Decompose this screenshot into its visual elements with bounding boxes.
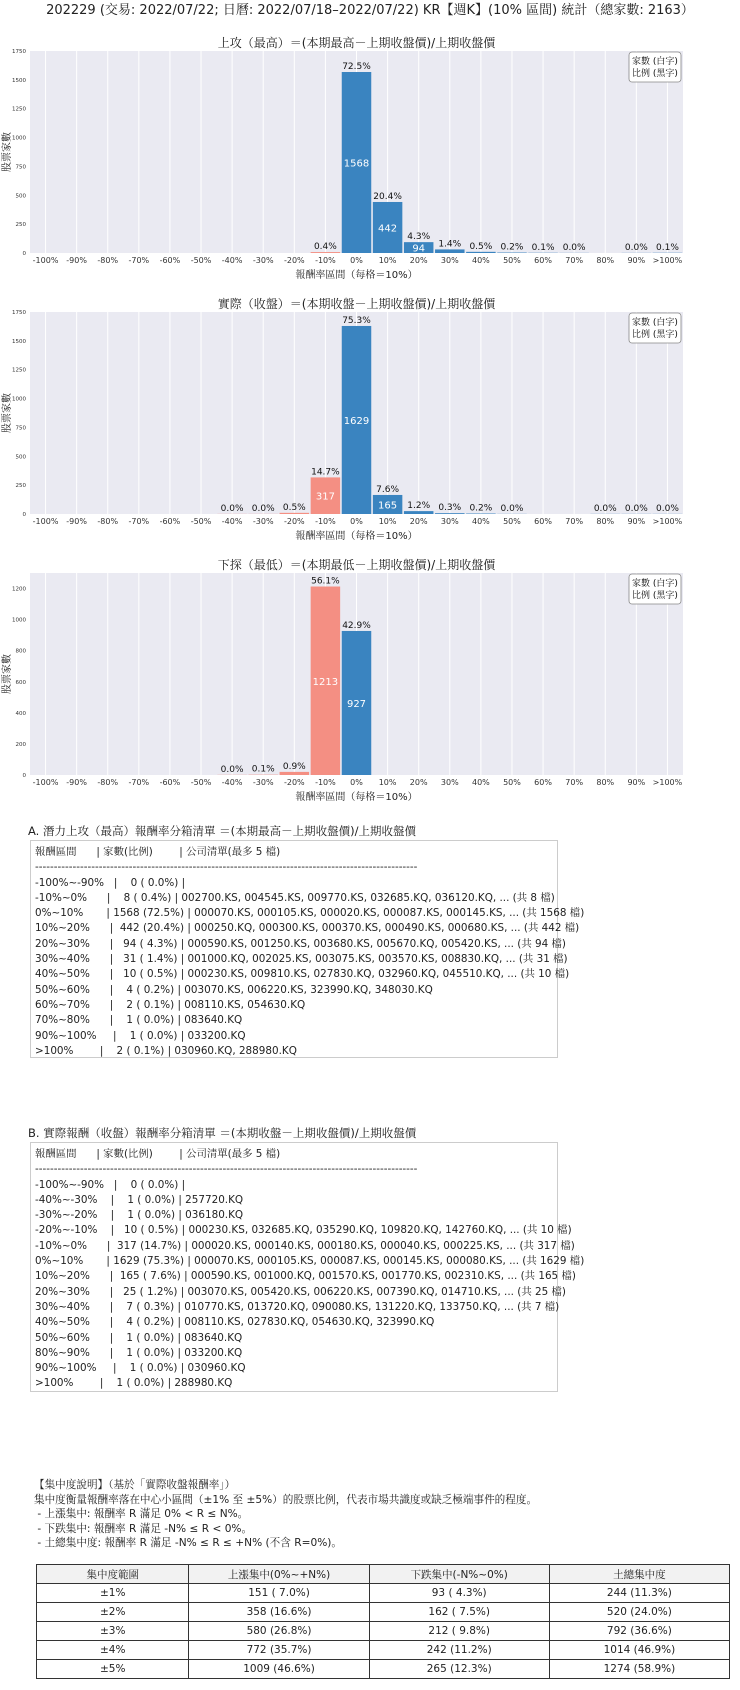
section-a-row: 10%~20% | 442 (20.4%) | 000250.KQ, 000300.KS, 000370.KS, 000490.KS, 000680.KS, ... (共 442 檔) [35,922,580,935]
legend-entry: 比例 (黑字) [632,330,678,340]
count-label: 927 [346,698,367,710]
section-a-row: 30%~40% | 31 ( 1.4%) | 001000.KQ, 002025.KS, 003075.KS, 003570.KS, 008830.KQ, ... (共 31 檔) [35,953,568,966]
table-cell: 162 ( 7.5%) [369,1603,549,1622]
pct-label: 0.0% [562,242,586,253]
table-cell: 1014 (46.9%) [549,1641,729,1660]
section-a-rows [35,876,585,1060]
x-tick-label: 60% [534,517,552,526]
section-a-row: 70%~80% | 1 ( 0.0%) | 083640.KQ [35,1014,243,1027]
chart-title: 下探（最低）＝(本期最低－上期收盤價)/上期收盤價 [217,558,496,572]
x-tick-label: 80% [596,517,615,526]
chart-title: 實際（收盤）＝(本期收盤－上期收盤價)/上期收盤價 [217,297,496,311]
x-tick-label: 90% [627,778,646,787]
pct-label: 0.2% [500,242,524,253]
x-tick-label: -70% [128,517,150,526]
section-b-row: 40%~50% | 4 ( 0.2%) | 008110.KS, 027830.KQ, 054630.KQ, 323990.KQ [35,1316,435,1329]
pct-label: 4.3% [407,232,431,243]
col-header: 上漲集中(0%~+N%) [189,1565,369,1584]
x-tick-label: 50% [503,256,521,265]
table-cell: 244 (11.3%) [549,1584,729,1603]
x-tick-label: -60% [159,517,181,526]
section-b-row: 90%~100% | 1 ( 0.0%) | 030960.KQ [35,1362,246,1375]
pct-label: 0.0% [624,503,648,514]
x-tick-label: -30% [252,778,274,787]
chart-high-svg [0,34,740,296]
section-b-row: >100% | 1 ( 0.0%) | 288980.KQ [35,1377,233,1390]
pct-label: 0.0% [656,503,679,514]
table-row [37,1603,730,1622]
explain-line: 集中度衡量報酬率落在中心小區間（±1% 至 ±5%）的股票比例，代表市場共識度或缺乏極端事件的程度。 [34,1493,538,1506]
y-tick-label: 500 [15,193,26,200]
x-tick-label: -100% [32,517,59,526]
bar [435,249,464,253]
x-tick-label: 30% [440,256,459,265]
x-tick-label: 10% [378,778,397,787]
explain-line: - 土總集中度: 報酬率 R 滿足 -N% ≤ R ≤ +N% (不含 R=0%)。 [34,1537,342,1550]
table-cell: 580 (26.8%) [189,1622,369,1641]
x-axis-label: 報酬率區間（每格＝10%） [295,531,418,542]
x-tick-label: -20% [283,256,305,265]
x-tick-label: 80% [596,256,615,265]
x-tick-label: 40% [471,517,490,526]
section-b-row: 0%~10% | 1629 (75.3%) | 000070.KS, 000105.KS, 000087.KS, 000145.KS, 000080.KS, ... (共 1629 檔) [35,1255,585,1268]
concentration-explanation [34,1478,537,1551]
pct-label: 0.1% [656,242,679,253]
y-tick-label: 1750 [12,310,26,316]
section-b-row: 30%~40% | 7 ( 0.3%) | 010770.KS, 013720.KQ, 090080.KS, 131220.KQ, 133750.KQ, ... (共 7 檔) [35,1300,560,1313]
table-cell: ±1% [37,1584,189,1603]
x-tick-label: 20% [409,778,428,787]
x-tick-label: -90% [66,256,87,265]
table-cell: 265 (12.3%) [369,1660,549,1679]
section-b-row: -30%~-20% | 1 ( 0.0%) | 036180.KQ [35,1209,244,1222]
x-tick-label: 90% [627,256,646,265]
section-b-row: 20%~30% | 25 ( 1.2%) | 003070.KS, 005420.KS, 006220.KS, 007390.KQ, 014710.KS, ... (共 25 檔) [35,1285,566,1298]
section-b-row: -20%~-10% | 10 ( 0.5%) | 000230.KS, 032685.KQ, 035290.KQ, 109820.KQ, 142760.KQ, ... (共 10 檔) [35,1224,572,1237]
x-tick-label: -20% [283,517,305,526]
x-tick-label: 0% [350,517,363,526]
y-tick-label: 500 [15,454,26,461]
x-tick-label: 70% [565,517,584,526]
x-tick-label: -80% [97,778,119,787]
x-tick-label: -40% [221,778,243,787]
x-tick-label: >100% [652,256,683,265]
table-cell: 358 (16.6%) [189,1603,369,1622]
pct-label: 7.6% [376,484,400,495]
section-a-row: 50%~60% | 4 ( 0.2%) | 003070.KS, 006220.KS, 323990.KQ, 348030.KQ [35,983,433,996]
count-label: 1213 [312,676,339,688]
pct-label: 0.0% [251,503,275,514]
x-tick-label: 0% [350,256,363,265]
x-tick-label: 10% [378,517,397,526]
section-b-row: -10%~0% | 317 (14.7%) | 000020.KS, 000140.KS, 000180.KS, 000040.KS, 000225.KS, ... (共 317 檔) [35,1239,575,1252]
explain-line: - 下跌集中: 報酬率 R 滿足 -N% ≤ R < 0%。 [34,1522,253,1535]
section-a-header: 報酬區間 | 家數(比例) | 公司清單(最多 5 檔) [35,846,281,858]
x-tick-label: 50% [503,517,521,526]
section-b-row: 80%~90% | 1 ( 0.0%) | 033200.KQ [35,1346,243,1359]
x-tick-label: -30% [252,256,274,265]
section-a-row: 20%~30% | 94 ( 4.3%) | 000590.KS, 001250.KS, 003680.KS, 005670.KQ, 005420.KS, ... (共 94 檔) [35,937,566,950]
col-header: 集中度範圍 [37,1565,189,1584]
y-axis-label: 股票家數 [2,132,13,172]
chart-high [0,34,740,296]
x-tick-label: -50% [190,778,212,787]
col-header: 土總集中度 [549,1565,729,1584]
x-tick-label: 50% [503,778,521,787]
chart-title: 上攻（最高）＝(本期最高－上期收盤價)/上期收盤價 [217,36,496,50]
x-tick-label: 70% [565,778,584,787]
x-tick-label: 20% [409,517,428,526]
pct-label: 0.2% [469,503,493,514]
y-axis-label: 股票家數 [2,393,13,433]
chart-close [0,295,740,557]
concentration-body [37,1584,730,1679]
table-cell: 792 (36.6%) [549,1622,729,1641]
table-cell: 772 (35.7%) [189,1641,369,1660]
pct-label: 56.1% [311,576,340,587]
y-tick-label: 0 [22,251,26,257]
y-axis-label: 股票家數 [2,654,13,694]
pct-label: 0.0% [220,503,244,514]
pct-label: 42.9% [342,620,371,631]
y-tick-label: 1000 [12,135,26,142]
x-tick-label: -20% [283,778,305,787]
section-a-row: 90%~100% | 1 ( 0.0%) | 033200.KQ [35,1029,246,1042]
x-tick-label: 70% [565,256,584,265]
x-tick-label: -40% [221,256,243,265]
y-tick-label: 250 [15,222,26,229]
bar [466,252,495,253]
pct-label: 0.4% [313,242,337,253]
x-tick-label: 10% [378,256,397,265]
legend-entry: 比例 (黑字) [632,591,678,601]
section-a-list [30,840,585,1058]
y-tick-label: 1750 [12,49,26,55]
chart-low [0,556,740,818]
page-title: 202229 (交易: 2022/07/22; 日曆: 2022/07/18–2022/07/22) KR【週K】(10% 區間) 統計（總家數: 2163） [46,3,694,18]
x-tick-label: 30% [440,517,459,526]
y-tick-label: 250 [15,483,26,490]
concentration-table [36,1564,730,1679]
explain-line: 【集中度說明】（基於「實際收盤報酬率」） [34,1479,236,1491]
pct-label: 14.7% [311,467,340,478]
table-row [37,1622,730,1641]
y-tick-label: 1500 [12,77,26,84]
legend-entry: 比例 (黑字) [632,69,678,79]
x-tick-label: -30% [252,517,274,526]
pct-label: 0.9% [282,761,306,772]
table-row [37,1660,730,1679]
count-label: 94 [412,243,426,255]
bar [280,513,309,514]
x-tick-label: 80% [596,778,615,787]
section-a-row: 0%~10% | 1568 (72.5%) | 000070.KS, 000105.KS, 000020.KS, 000087.KS, 000145.KS, ... (共 1568 檔) [35,907,585,920]
table-cell: 93 ( 4.3%) [369,1584,549,1603]
pct-label: 0.0% [593,503,617,514]
y-tick-label: 750 [15,164,26,171]
x-tick-label: -90% [66,778,87,787]
x-tick-label: -80% [97,256,119,265]
section-a-row: >100% | 2 ( 0.1%) | 030960.KQ, 288980.KQ [35,1044,297,1057]
chart-low-svg [0,556,740,818]
x-tick-label: -50% [190,517,212,526]
x-tick-label: 60% [534,778,552,787]
x-tick-label: 40% [471,256,490,265]
y-tick-label: 1250 [12,106,26,113]
section-b-row: -100%~-90% | 0 ( 0.0%) | [35,1178,186,1191]
section-a-title: A. 潛力上攻（最高）報酬率分箱清單 ＝(本期最高－上期收盤價)/上期收盤價 [28,824,416,838]
y-tick-label: 0 [22,773,26,779]
x-tick-label: 20% [409,256,428,265]
y-tick-label: 1200 [12,586,26,593]
section-a-row: -100%~-90% | 0 ( 0.0%) | [35,876,186,889]
x-tick-label: -70% [128,256,150,265]
x-axis-label: 報酬率區間（每格＝10%） [295,270,418,281]
x-tick-label: 0% [350,778,363,787]
x-tick-label: -90% [66,517,87,526]
table-cell: ±5% [37,1660,189,1679]
x-tick-label: 90% [627,517,646,526]
section-a-separator: ------------------------------------------------------------------------------------------------------ [35,861,418,874]
x-tick-label: -60% [159,778,181,787]
pct-label: 0.0% [500,503,524,514]
x-tick-label: -100% [32,256,59,265]
section-b-title: B. 實際報酬（收盤）報酬率分箱清單 ＝(本期收盤－上期收盤價)/上期收盤價 [28,1126,417,1140]
table-cell: ±4% [37,1641,189,1660]
pct-label: 1.4% [438,239,462,250]
x-tick-label: -10% [315,778,336,787]
section-b-header: 報酬區間 | 家數(比例) | 公司清單(最多 5 檔) [35,1148,281,1160]
table-cell: 242 (11.2%) [369,1641,549,1660]
section-a-row: 40%~50% | 10 ( 0.5%) | 000230.KS, 009810.KS, 027830.KQ, 032960.KQ, 045510.KQ, ... (共 10 檔) [35,968,570,981]
count-label: 1629 [343,415,370,427]
table-cell: 520 (24.0%) [549,1603,729,1622]
count-label: 165 [378,500,398,512]
explain-line: - 上漲集中: 報酬率 R 滿足 0% < R ≤ N%。 [34,1508,249,1521]
x-tick-label: 30% [440,778,459,787]
table-header-row [37,1565,730,1584]
x-tick-label: 40% [471,778,490,787]
y-tick-label: 1000 [12,617,26,624]
y-tick-label: 1500 [12,338,26,345]
section-b-row: -40%~-30% | 1 ( 0.0%) | 257720.KQ [35,1193,244,1206]
legend-entry: 家數 (白字) [632,57,678,67]
y-tick-label: 800 [15,648,26,655]
y-tick-label: 600 [15,679,26,686]
x-tick-label: -60% [159,256,181,265]
x-axis-label: 報酬率區間（每格＝10%） [295,792,418,803]
x-tick-label: 60% [534,256,552,265]
y-tick-label: 200 [15,741,26,748]
x-tick-label: -100% [32,778,59,787]
x-tick-label: -70% [128,778,150,787]
table-cell: 1009 (46.6%) [189,1660,369,1679]
pct-label: 0.1% [251,764,275,775]
legend-entry: 家數 (白字) [632,318,678,328]
section-a-row: -10%~0% | 8 ( 0.4%) | 002700.KS, 004545.KS, 009770.KS, 032685.KQ, 036120.KQ, ... (共 8 檔) [35,891,555,904]
pct-label: 0.5% [469,241,493,252]
legend-entry: 家數 (白字) [632,579,678,589]
count-label: 442 [378,223,398,235]
y-tick-label: 1250 [12,367,26,374]
table-cell: 1274 (58.9%) [549,1660,729,1679]
pct-label: 0.0% [220,764,244,775]
y-tick-label: 0 [22,512,26,518]
section-b-separator: ------------------------------------------------------------------------------------------------------ [35,1163,418,1176]
chart-close-svg [0,295,740,557]
pct-label: 0.5% [282,502,306,513]
x-tick-label: >100% [652,778,683,787]
table-cell: 151 ( 7.0%) [189,1584,369,1603]
pct-label: 20.4% [373,191,402,202]
count-label: 317 [315,491,335,503]
y-tick-label: 1000 [12,396,26,403]
section-b-row: 50%~60% | 1 ( 0.0%) | 083640.KQ [35,1331,243,1344]
pct-label: 75.3% [342,315,371,326]
table-cell: 212 ( 9.8%) [369,1622,549,1641]
x-tick-label: >100% [652,517,683,526]
x-tick-label: -10% [315,517,336,526]
bar [311,252,340,253]
pct-label: 0.1% [531,242,555,253]
pct-label: 0.3% [438,503,462,514]
section-b-row: 10%~20% | 165 ( 7.6%) | 000590.KS, 001000.KQ, 001570.KS, 001770.KS, 002310.KS, ... (共 165 檔) [35,1270,576,1283]
pct-label: 72.5% [342,62,371,73]
bar [404,511,433,514]
pct-label: 0.0% [624,242,648,253]
table-cell: ±3% [37,1622,189,1641]
y-tick-label: 750 [15,425,26,432]
col-header: 下跌集中(-N%~0%) [369,1565,549,1584]
x-tick-label: -10% [315,256,336,265]
bar [280,772,309,775]
x-tick-label: -50% [190,256,212,265]
table-row [37,1641,730,1660]
table-cell: ±2% [37,1603,189,1622]
x-tick-label: -40% [221,517,243,526]
pct-label: 1.2% [407,501,431,512]
section-b-rows [35,1178,585,1392]
y-tick-label: 400 [15,710,26,717]
section-a-row: 60%~70% | 2 ( 0.1%) | 008110.KS, 054630.KQ [35,998,306,1011]
table-row [37,1584,730,1603]
count-label: 1568 [343,158,370,170]
bar [435,513,464,514]
x-tick-label: -80% [97,517,119,526]
section-b-list [30,1142,585,1392]
